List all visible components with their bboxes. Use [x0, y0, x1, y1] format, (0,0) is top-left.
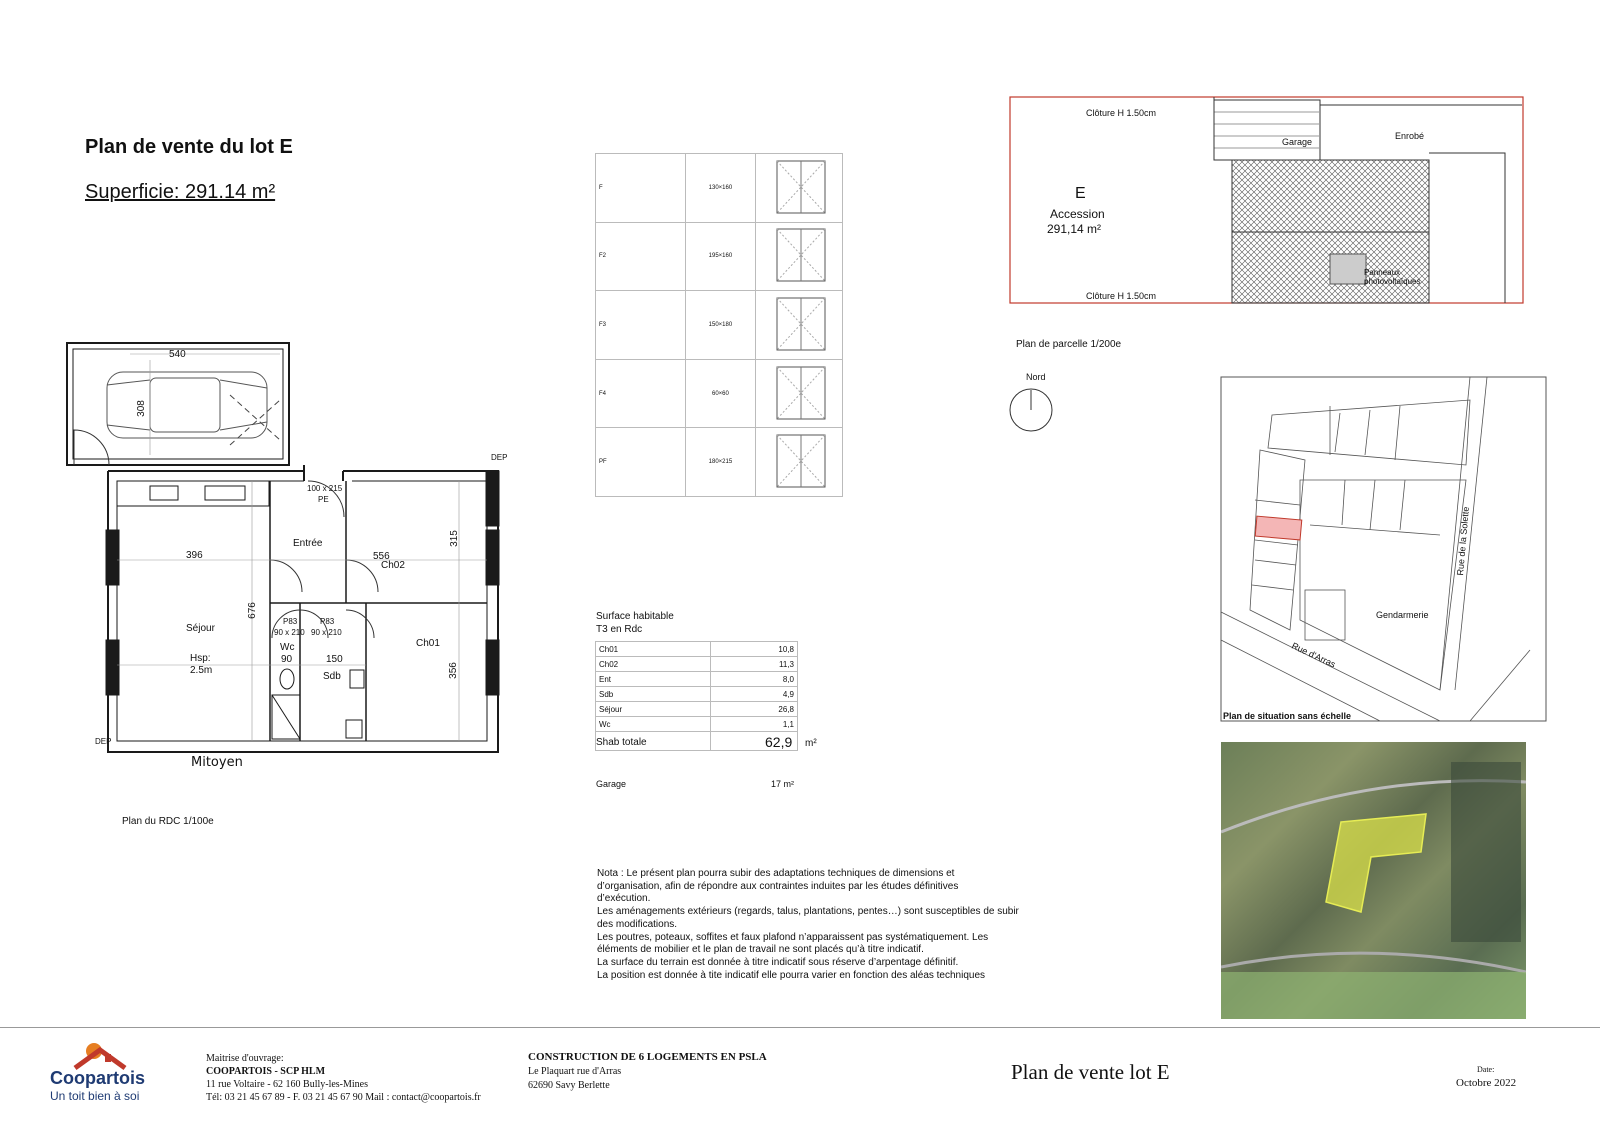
moa-address: 11 rue Voltaire - 62 160 Bully-les-Mines	[206, 1079, 369, 1090]
surface-room: Wc	[596, 717, 711, 732]
surface-room: Sdb	[596, 687, 711, 702]
room-wc: Wc	[280, 642, 295, 653]
project-address-2: 62690 Savy Berlette	[528, 1080, 610, 1091]
logo-name: Coopartois	[50, 1068, 146, 1088]
surface-subtitle: T3 en Rdc	[596, 624, 643, 635]
dep-label: DEP	[491, 453, 508, 462]
dim-150: 150	[326, 654, 343, 665]
dim-308: 308	[135, 400, 147, 417]
door-p83-label: P83	[283, 617, 298, 626]
parcel-garage: Garage	[1282, 137, 1313, 147]
door-pe-label: PE	[318, 495, 329, 504]
footer-divider	[0, 1027, 1600, 1028]
window-size: 195×160	[685, 222, 755, 291]
dim-540: 540	[169, 349, 186, 360]
window-code: PF	[596, 428, 686, 497]
window-size: 130×160	[685, 154, 755, 223]
legal-note: Nota : Le présent plan pourra subir des adaptations techniques de dimensions et d’organisation, afin de répondre aux contraintes induites par les études définitives d’exécution. Les aménagements extérieurs (regards, talus, plantations, pentes…) sont susceptibles de subir des modifications. Les poutres, poteaux, soffites et faux plafond n’apparaissent pas systématiquement. Les éléments de mobilier et le plan de travail ne sont placés qu’à titre indicatif. La surface du terrain est donnée à titre indicatif sous réserve d’arpentage définitif. La position est donnée à tite indicatif elle pourra varier en fonction des aléas techniques	[597, 868, 1019, 981]
room-hsp: Hsp:	[190, 653, 211, 664]
surface-value: 26,8	[711, 702, 798, 717]
cloture-bottom: Clôture H 1.50cm	[1086, 291, 1157, 301]
dim-556: 556	[373, 551, 390, 562]
surface-area: Superficie: 291.14 m²	[85, 181, 276, 203]
parcel-accession: Accession	[1050, 207, 1105, 221]
parcel-caption: Plan de parcelle 1/200e	[1016, 339, 1122, 350]
garage-value: 17 m²	[771, 779, 795, 789]
project-address-1: Le Plaquart rue d'Arras	[528, 1066, 622, 1077]
parcel-enrobe: Enrobé	[1395, 131, 1425, 141]
door-p83-size-2: 90 x 210	[311, 628, 342, 637]
dim-90: 90	[281, 654, 293, 665]
window-code: F2	[596, 222, 686, 291]
window-size: 150×180	[685, 291, 755, 360]
dim-676: 676	[246, 602, 258, 619]
surface-value: 1,1	[711, 717, 798, 732]
surface-value: 8,0	[711, 672, 798, 687]
room-hsp-value: 2.5m	[190, 665, 213, 676]
window-code: F4	[596, 359, 686, 428]
window-code: F3	[596, 291, 686, 360]
mitoyen-label: Mitoyen	[191, 755, 243, 770]
situation-caption: Plan de situation sans échelle	[1223, 711, 1352, 721]
surface-title: Surface habitable	[596, 611, 674, 622]
aerial-photo	[1221, 742, 1526, 1019]
parcel-panneaux: Panneaux photovoltaïques	[1364, 268, 1421, 286]
situation-gendarmerie: Gendarmerie	[1376, 610, 1429, 620]
surface-room: Ch02	[596, 657, 711, 672]
situation-rue-arras: Rue d'Arras	[1290, 640, 1338, 670]
window-size: 180×215	[685, 428, 755, 497]
room-entree: Entrée	[293, 538, 323, 549]
coopartois-logo	[50, 1040, 160, 1103]
shab-total-value: 62,9	[765, 734, 793, 750]
shab-total-label: Shab totale	[596, 737, 647, 748]
dim-396: 396	[186, 550, 203, 561]
room-sejour: Séjour	[186, 623, 215, 634]
room-ch01: Ch01	[416, 638, 440, 649]
moa-contact: Tél: 03 21 45 67 89 - F. 03 21 45 67 90 Mail : contact@coopartois.fr	[206, 1092, 481, 1103]
room-ch02: Ch02	[381, 560, 405, 571]
dim-356: 356	[447, 662, 459, 679]
surface-room: Séjour	[596, 702, 711, 717]
surface-value: 10,8	[711, 642, 798, 657]
door-pe-size: 100 x 215	[307, 484, 343, 493]
situation-rue-solette: Rue de la Solette	[1455, 506, 1471, 576]
date-label: Date:	[1477, 1065, 1495, 1074]
moa-label: Maitrise d'ouvrage:	[206, 1053, 284, 1064]
window-code: F	[596, 154, 686, 223]
surface-value: 4,9	[711, 687, 798, 702]
ground-plan-caption: Plan du RDC 1/100e	[122, 816, 214, 827]
shab-total-unit: m²	[805, 738, 817, 749]
north-label: Nord	[1026, 372, 1046, 382]
project-title: CONSTRUCTION DE 6 LOGEMENTS EN PSLA	[528, 1051, 767, 1063]
door-p83-label-2: P83	[320, 617, 335, 626]
logo-tagline: Un toit bien à soi	[50, 1089, 140, 1103]
cloture-top: Clôture H 1.50cm	[1086, 108, 1157, 118]
window-size: 60×60	[685, 359, 755, 428]
dim-315: 315	[448, 530, 460, 547]
date-value: Octobre 2022	[1456, 1077, 1517, 1089]
moa-name: COOPARTOIS - SCP HLM	[206, 1066, 326, 1077]
dep-label-2: DEP	[95, 737, 112, 746]
room-sdb: Sdb	[323, 671, 341, 682]
garage-label: Garage	[596, 779, 627, 789]
surface-room: Ent	[596, 672, 711, 687]
parcel-lot: E	[1075, 185, 1086, 202]
surface-room: Ch01	[596, 642, 711, 657]
parcel-area: 291,14 m²	[1047, 222, 1102, 236]
plan-title: Plan de vente lot E	[1011, 1060, 1170, 1084]
page-title: Plan de vente du lot E	[85, 136, 293, 158]
door-p83-size: 90 x 210	[274, 628, 305, 637]
surface-value: 11,3	[711, 657, 798, 672]
